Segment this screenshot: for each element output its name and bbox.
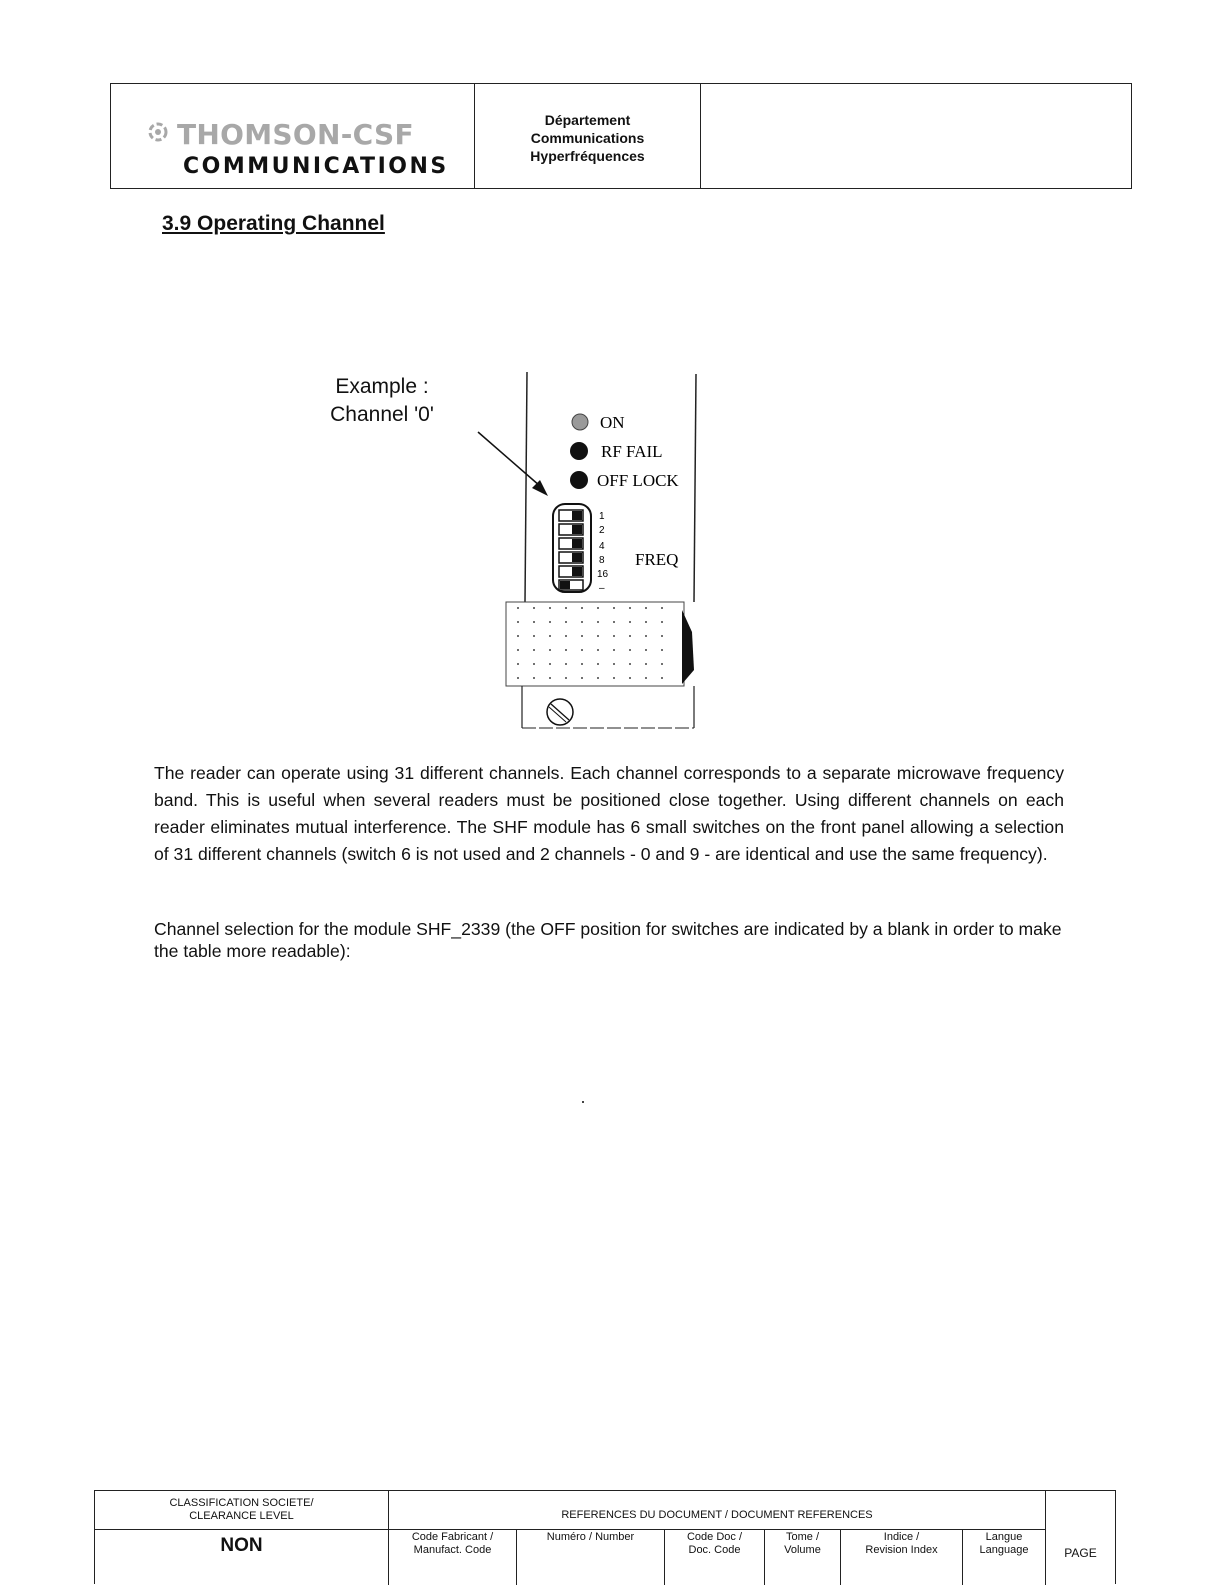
led-label-rf-fail: RF FAIL: [601, 442, 663, 461]
shf-module-panel-figure: [470, 370, 720, 732]
document-footer-table: [94, 1490, 1116, 1584]
pointer-arrow-head: [532, 480, 548, 496]
logo-company-name: THOMSON-CSF: [177, 118, 414, 151]
footer-column-label: Language: [979, 1544, 1029, 1556]
dip-switch-slider: [572, 511, 582, 520]
footer-column-label: Indice /: [883, 1531, 920, 1543]
dip-switch-slider: [560, 581, 570, 589]
footer-column-label: Revision Index: [865, 1544, 938, 1556]
footer-column-label: Doc. Code: [688, 1544, 741, 1556]
led-label-off-lock: OFF LOCK: [597, 471, 679, 490]
example-label: [312, 373, 452, 429]
footer-column-label: Manufact. Code: [413, 1544, 492, 1556]
footer-column-label: Code Fabricant /: [411, 1531, 494, 1543]
switch-number: 4: [599, 541, 605, 552]
dip-switch-slider: [572, 553, 582, 562]
classification-label-cell: [95, 1491, 389, 1530]
footer-column-label: Code Doc /: [686, 1531, 743, 1543]
classification-label-line: CLEARANCE LEVEL: [189, 1510, 294, 1522]
classification-value: NON: [95, 1530, 389, 1585]
dip-switch-slider: [572, 567, 582, 576]
footer-column-volume: [765, 1530, 841, 1585]
example-label-line: Example :: [335, 375, 429, 398]
switch-number: 2: [599, 525, 605, 536]
connector-block: [506, 602, 684, 686]
footer-column-label: Volume: [784, 1544, 821, 1556]
body-paragraph: Channel selection for the module SHF_2339 (the OFF position for switches are indicated by a blank in order to make the table more readable):: [154, 919, 1062, 961]
panel-left-edge: [525, 372, 527, 602]
header-blank-cell: [701, 84, 1131, 188]
switch-number: 16: [597, 569, 609, 580]
led-on-icon: [572, 414, 588, 430]
classification-label-line: CLASSIFICATION SOCIETE/: [169, 1497, 314, 1509]
led-off-lock-icon: [570, 471, 588, 489]
led-rf-fail-icon: [570, 442, 588, 460]
panel-right-edge: [694, 374, 696, 602]
example-label-line: Channel '0': [330, 403, 434, 426]
section-title: 3.9 Operating Channel: [162, 212, 385, 235]
scan-speck: [582, 1101, 584, 1103]
footer-column-number: [517, 1530, 665, 1585]
switch-number: 8: [599, 555, 605, 566]
footer-column-revision-index: [841, 1530, 963, 1585]
switch-number: –: [599, 583, 605, 594]
dip-switch-slider: [572, 539, 582, 548]
footer-column-manufact-code: [389, 1530, 517, 1585]
footer-column-language: [963, 1530, 1045, 1585]
department-line: Hyperfréquences: [530, 148, 645, 164]
led-label-on: ON: [600, 413, 625, 432]
footer-column-doc-code: [665, 1530, 765, 1585]
body-paragraph: The reader can operate using 31 different channels. Each channel corresponds to a separate microwave frequency band. This is useful when several readers must be positioned close together. Using different channels on each reader eliminates mutual interference. The SHF module has 6 small switches on the front panel allowing a selection of 31 different channels (switch 6 is not used and 2 channels - 0 and 9 - are identical and use the same frequency).: [154, 763, 1064, 864]
pointer-arrow-line: [478, 432, 540, 486]
document-references-header: REFERENCES DU DOCUMENT / DOCUMENT REFERENCES: [389, 1491, 1045, 1530]
switch-number: 1: [599, 511, 605, 522]
footer-page-label: PAGE: [1045, 1491, 1115, 1585]
thomson-logo-icon: [147, 121, 169, 143]
department-line: Département: [544, 112, 631, 128]
freq-label: FREQ: [635, 550, 679, 569]
document-header: [110, 83, 1132, 189]
dip-switch-slider: [572, 525, 582, 534]
company-logo: [111, 84, 475, 188]
footer-column-label: Numéro / Number: [546, 1531, 635, 1543]
footer-column-label: Tome /: [785, 1531, 819, 1543]
logo-division-name: COMMUNICATIONS: [183, 154, 449, 179]
department-block: [475, 84, 701, 188]
connector-latch: [682, 610, 694, 684]
department-line: Communications: [530, 130, 645, 146]
footer-column-label: Langue: [985, 1531, 1023, 1543]
